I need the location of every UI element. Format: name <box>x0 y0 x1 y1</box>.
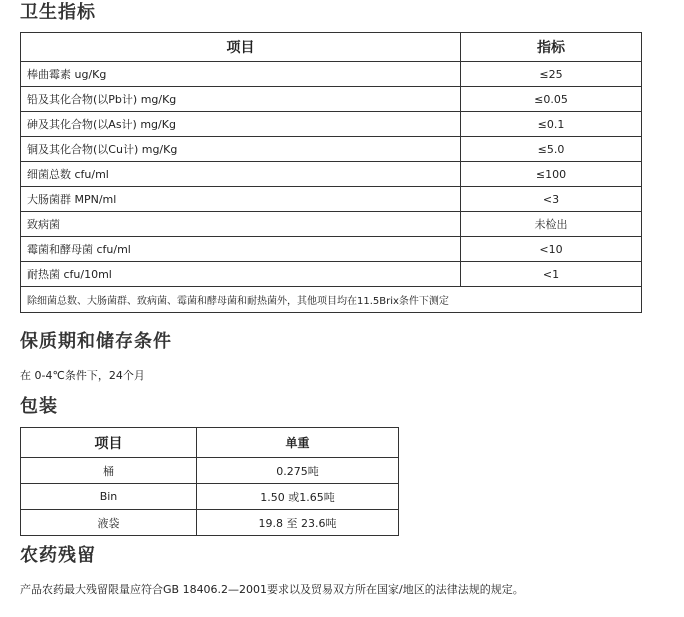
value-cell: ≤5.0 <box>461 137 642 162</box>
weight-cell: 0.275吨 <box>197 458 399 484</box>
hygiene-table <box>20 32 642 313</box>
table-row <box>21 187 642 212</box>
value-cell: 未检出 <box>461 212 642 237</box>
table-row <box>21 458 399 484</box>
pesticide-title: 农药残留 <box>20 545 96 566</box>
packaging-table <box>20 427 399 536</box>
table-row <box>21 237 642 262</box>
table-row <box>21 62 642 87</box>
value-cell: ≤0.1 <box>461 112 642 137</box>
note-row <box>21 287 642 313</box>
item-cell: 铜及其化合物(以Cu计) mg/Kg <box>21 137 461 162</box>
table-row <box>21 137 642 162</box>
value-cell: <3 <box>461 187 642 212</box>
value-cell: <1 <box>461 262 642 287</box>
item-cell: 细菌总数 cfu/ml <box>21 162 461 187</box>
item-cell: 致病菌 <box>21 212 461 237</box>
pesticide-text: 产品农药最大残留限量应符合GB 18406.2—2001要求以及贸易双方所在国家/地区的法律法规的规定。 <box>20 583 524 596</box>
table-row <box>21 212 642 237</box>
weight-cell: 19.8 至 23.6吨 <box>197 510 399 536</box>
item-cell: 耐热菌 cfu/10ml <box>21 262 461 287</box>
hygiene-title: 卫生指标 <box>20 2 96 23</box>
packaging-title: 包装 <box>20 396 58 417</box>
item-cell: 铅及其化合物(以Pb计) mg/Kg <box>21 87 461 112</box>
item-cell: 棒曲霉素 ug/Kg <box>21 62 461 87</box>
table-row <box>21 112 642 137</box>
table-row <box>21 162 642 187</box>
note-cell: 除细菌总数、大肠菌群、致病菌、霉菌和酵母菌和耐热菌外，其他项目均在11.5Brix条件下测定 <box>21 287 642 313</box>
header-weight: 单重 <box>197 428 399 458</box>
header-indicator: 指标 <box>461 33 642 62</box>
value-cell: ≤100 <box>461 162 642 187</box>
header-item: 项目 <box>21 33 461 62</box>
value-cell: ≤0.05 <box>461 87 642 112</box>
item-cell: 霉菌和酵母菌 cfu/ml <box>21 237 461 262</box>
weight-cell: 1.50 或1.65吨 <box>197 484 399 510</box>
table-row <box>21 510 399 536</box>
header-item: 项目 <box>21 428 197 458</box>
table-header-row <box>21 33 642 62</box>
table-row <box>21 87 642 112</box>
item-cell: 液袋 <box>21 510 197 536</box>
value-cell: ≤25 <box>461 62 642 87</box>
item-cell: Bin <box>21 484 197 510</box>
table-header-row <box>21 428 399 458</box>
item-cell: 砷及其化合物(以As计) mg/Kg <box>21 112 461 137</box>
shelf-life-text: 在 0-4℃条件下，24个月 <box>20 369 145 382</box>
shelf-life-title: 保质期和储存条件 <box>20 331 172 352</box>
value-cell: <10 <box>461 237 642 262</box>
table-row <box>21 262 642 287</box>
item-cell: 桶 <box>21 458 197 484</box>
item-cell: 大肠菌群 MPN/ml <box>21 187 461 212</box>
table-row <box>21 484 399 510</box>
